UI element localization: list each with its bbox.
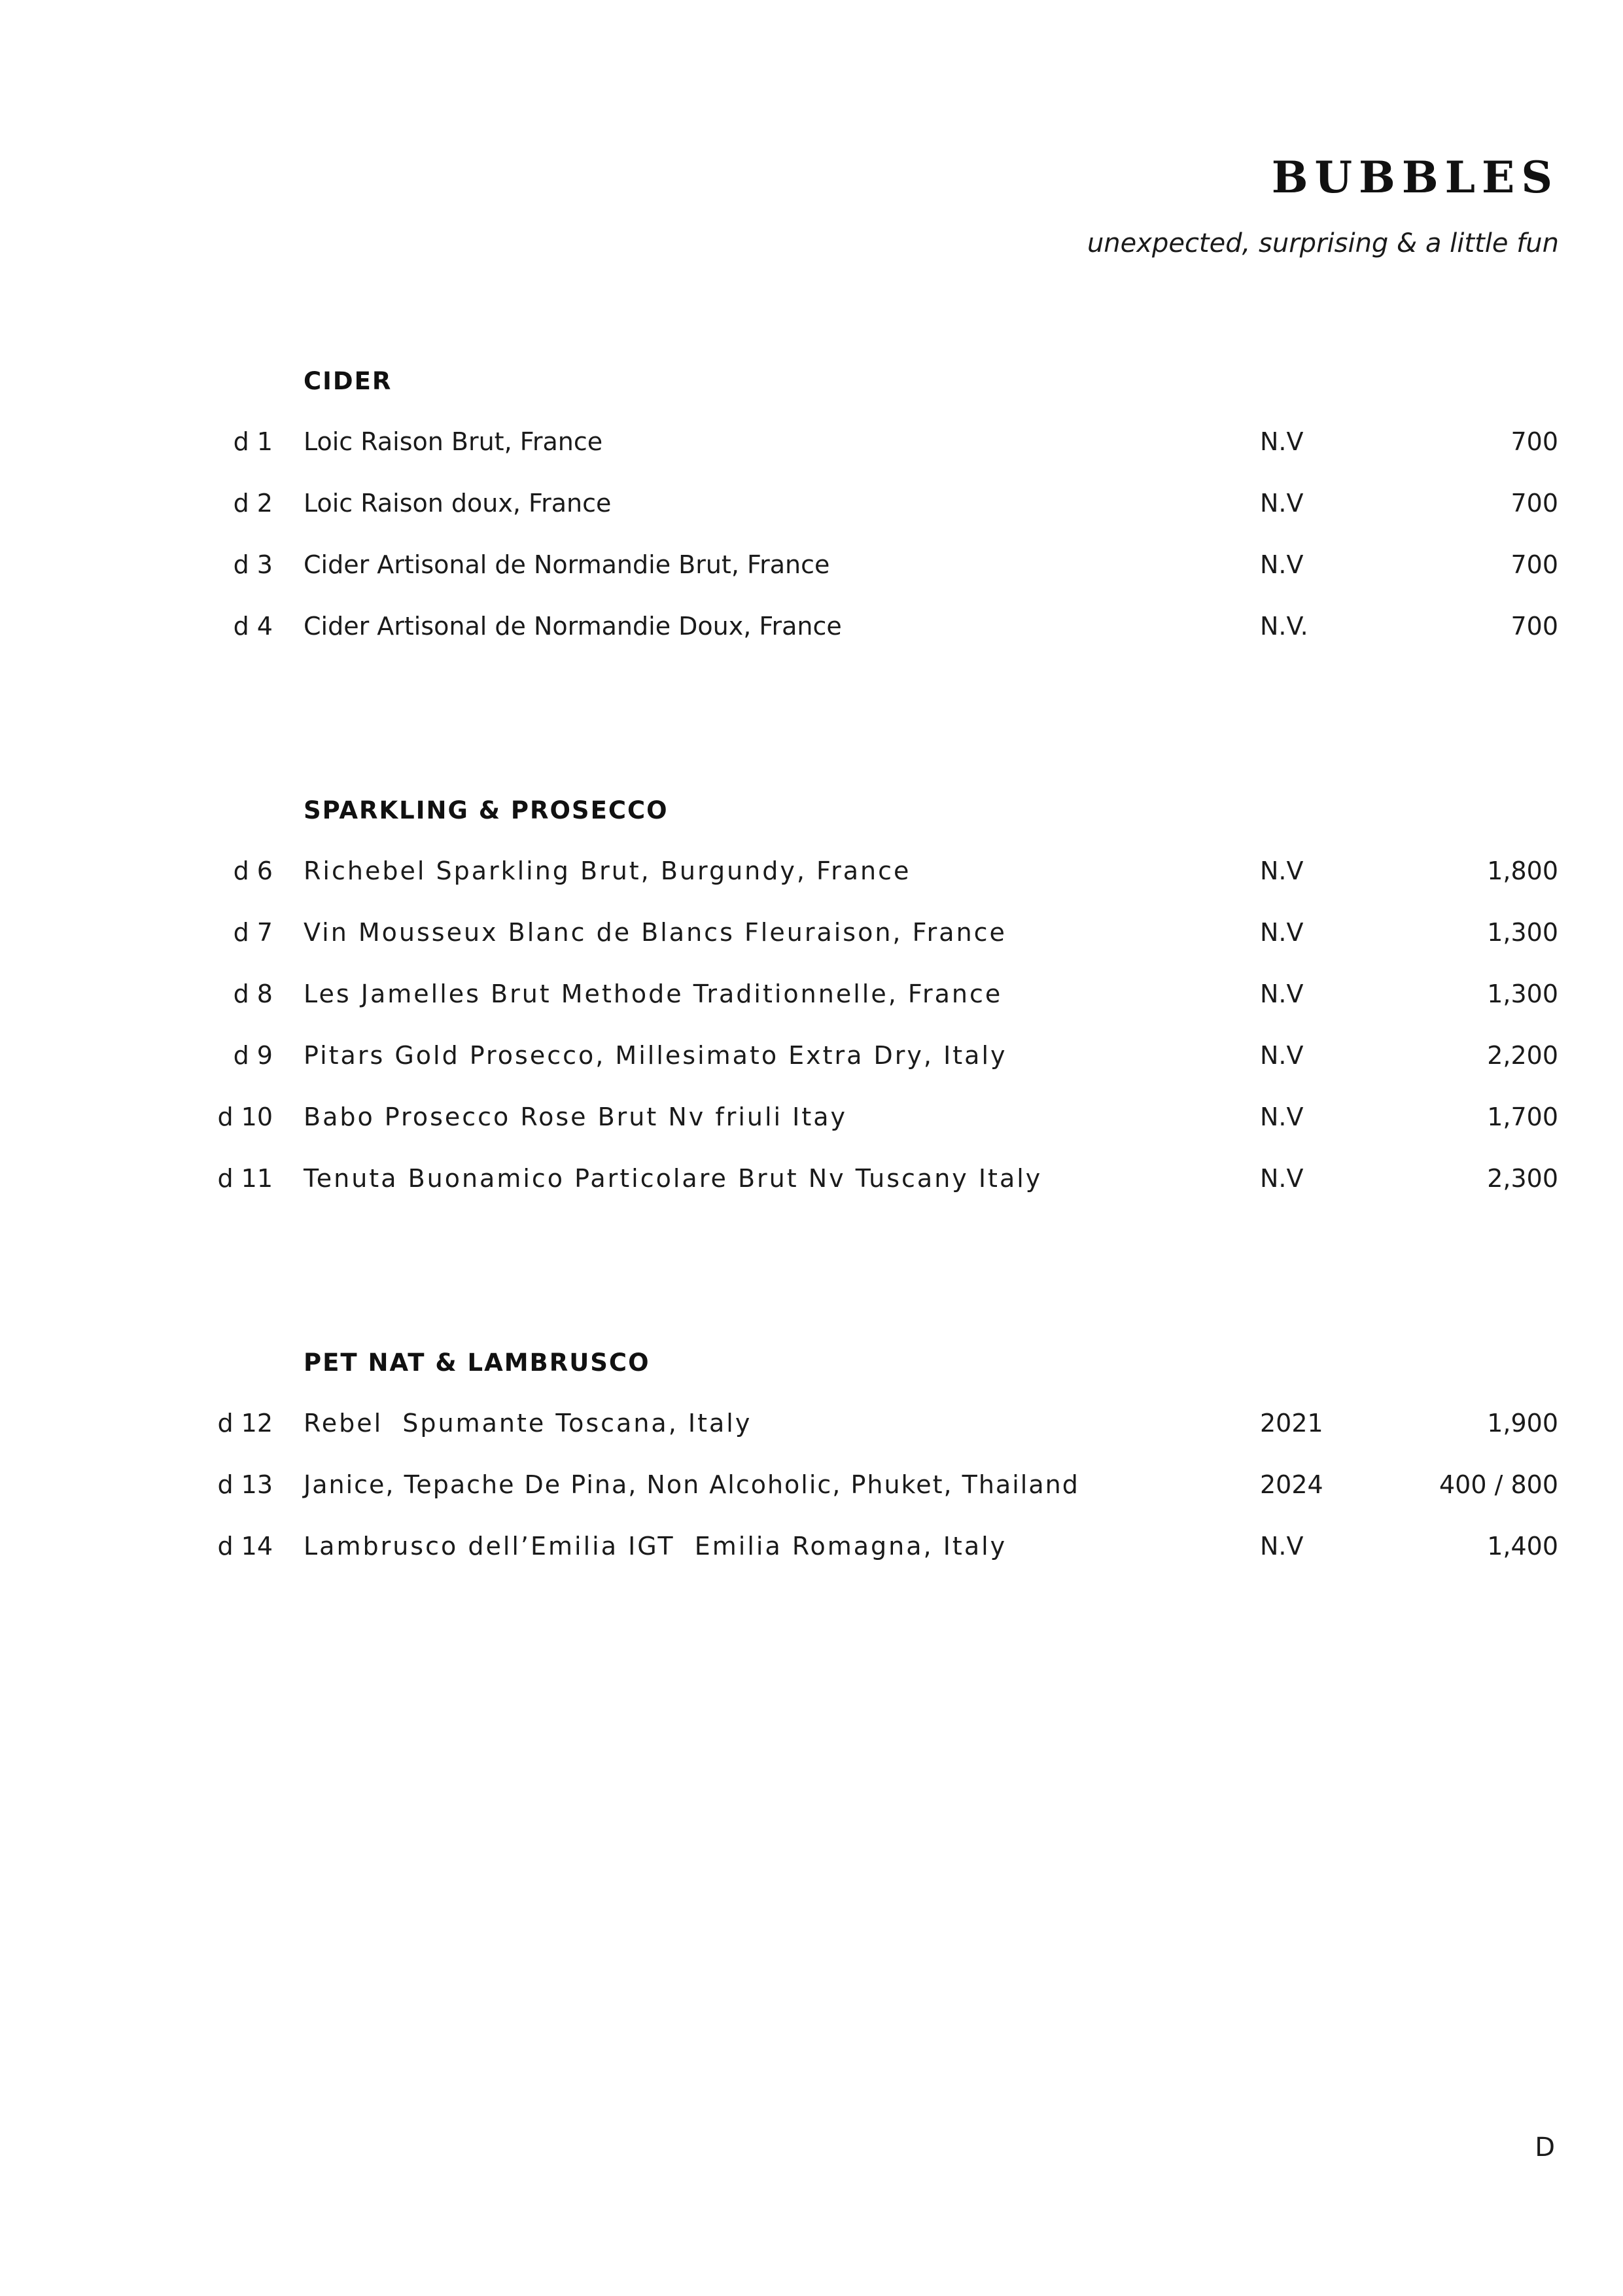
- menu-item-row: [0, 1101, 1623, 1133]
- item-vintage: N.V.: [1260, 612, 1308, 641]
- item-name: Tenuta Buonamico Particolare Brut Nv Tuscany Italy: [304, 1164, 1043, 1193]
- item-code: d 13: [217, 1470, 273, 1499]
- item-vintage: N.V: [1260, 1103, 1304, 1131]
- menu-item-row: [0, 425, 1623, 458]
- item-price: 1,300: [1487, 980, 1558, 1008]
- item-price: 700: [1510, 550, 1558, 579]
- item-name: Loic Raison doux, France: [304, 489, 612, 518]
- item-vintage: 2024: [1260, 1470, 1323, 1499]
- page-title: BUBBLES: [1271, 152, 1559, 203]
- item-name: Pitars Gold Prosecco, Millesimato Extra Dry, Italy: [304, 1041, 1007, 1070]
- menu-item-row: [0, 1162, 1623, 1195]
- item-code: d 12: [217, 1409, 273, 1438]
- item-code: d 11: [217, 1164, 273, 1193]
- item-vintage: N.V: [1260, 1041, 1304, 1070]
- item-code: d 9: [233, 1041, 273, 1070]
- item-price: 1,400: [1487, 1532, 1558, 1561]
- section-heading-sparkling-prosecco: SPARKLING & PROSECCO: [304, 796, 669, 824]
- item-name: Cider Artisonal de Normandie Brut, France: [304, 550, 830, 579]
- item-vintage: N.V: [1260, 489, 1304, 518]
- item-vintage: N.V: [1260, 427, 1304, 456]
- menu-item-row: [0, 916, 1623, 949]
- menu-item-row: [0, 1407, 1623, 1439]
- menu-item-row: [0, 1530, 1623, 1563]
- item-name: Lambrusco dell’Emilia IGT Emilia Romagna, Italy: [304, 1532, 1007, 1561]
- menu-item-row: [0, 978, 1623, 1010]
- page-subtitle: unexpected, surprising & a little fun: [1087, 228, 1559, 258]
- menu-item-row: [0, 610, 1623, 643]
- item-price: 2,200: [1487, 1041, 1558, 1070]
- menu-item-row: [0, 548, 1623, 581]
- item-code: d 14: [217, 1532, 273, 1561]
- item-vintage: N.V: [1260, 550, 1304, 579]
- item-name: Rebel Spumante Toscana, Italy: [304, 1409, 752, 1438]
- section-heading-cider: CIDER: [304, 367, 393, 395]
- menu-item-row: [0, 1468, 1623, 1501]
- item-price: 1,700: [1487, 1103, 1558, 1131]
- item-vintage: N.V: [1260, 980, 1304, 1008]
- menu-item-row: [0, 1039, 1623, 1072]
- item-price: 1,300: [1487, 918, 1558, 947]
- item-vintage: N.V: [1260, 1532, 1304, 1561]
- item-price: 2,300: [1487, 1164, 1558, 1193]
- item-name: Babo Prosecco Rose Brut Nv friuli Itay: [304, 1103, 848, 1131]
- item-name: Les Jamelles Brut Methode Traditionnelle, France: [304, 980, 1003, 1008]
- item-code: d 8: [233, 980, 273, 1008]
- item-vintage: N.V: [1260, 918, 1304, 947]
- section-heading-pet-nat-lambrusco: PET NAT & LAMBRUSCO: [304, 1349, 650, 1377]
- item-name: Cider Artisonal de Normandie Doux, France: [304, 612, 842, 641]
- menu-item-row: [0, 487, 1623, 520]
- item-name: Loic Raison Brut, France: [304, 427, 603, 456]
- item-code: d 6: [233, 857, 273, 885]
- item-name: Vin Mousseux Blanc de Blancs Fleuraison, France: [304, 918, 1007, 947]
- item-price: 1,900: [1487, 1409, 1558, 1438]
- item-price: 400 / 800: [1439, 1470, 1558, 1499]
- item-vintage: 2021: [1260, 1409, 1323, 1438]
- item-name: Janice, Tepache De Pina, Non Alcoholic, Phuket, Thailand: [304, 1470, 1079, 1499]
- item-price: 700: [1510, 489, 1558, 518]
- item-code: d 10: [217, 1103, 273, 1131]
- item-price: 700: [1510, 612, 1558, 641]
- item-code: d 1: [233, 427, 273, 456]
- item-code: d 3: [233, 550, 273, 579]
- menu-item-row: [0, 855, 1623, 887]
- page-letter: D: [1535, 2132, 1555, 2163]
- item-code: d 2: [233, 489, 273, 518]
- item-vintage: N.V: [1260, 1164, 1304, 1193]
- item-price: 1,800: [1487, 857, 1558, 885]
- item-vintage: N.V: [1260, 857, 1304, 885]
- item-code: d 7: [233, 918, 273, 947]
- item-name: Richebel Sparkling Brut, Burgundy, France: [304, 857, 911, 885]
- item-price: 700: [1510, 427, 1558, 456]
- item-code: d 4: [233, 612, 273, 641]
